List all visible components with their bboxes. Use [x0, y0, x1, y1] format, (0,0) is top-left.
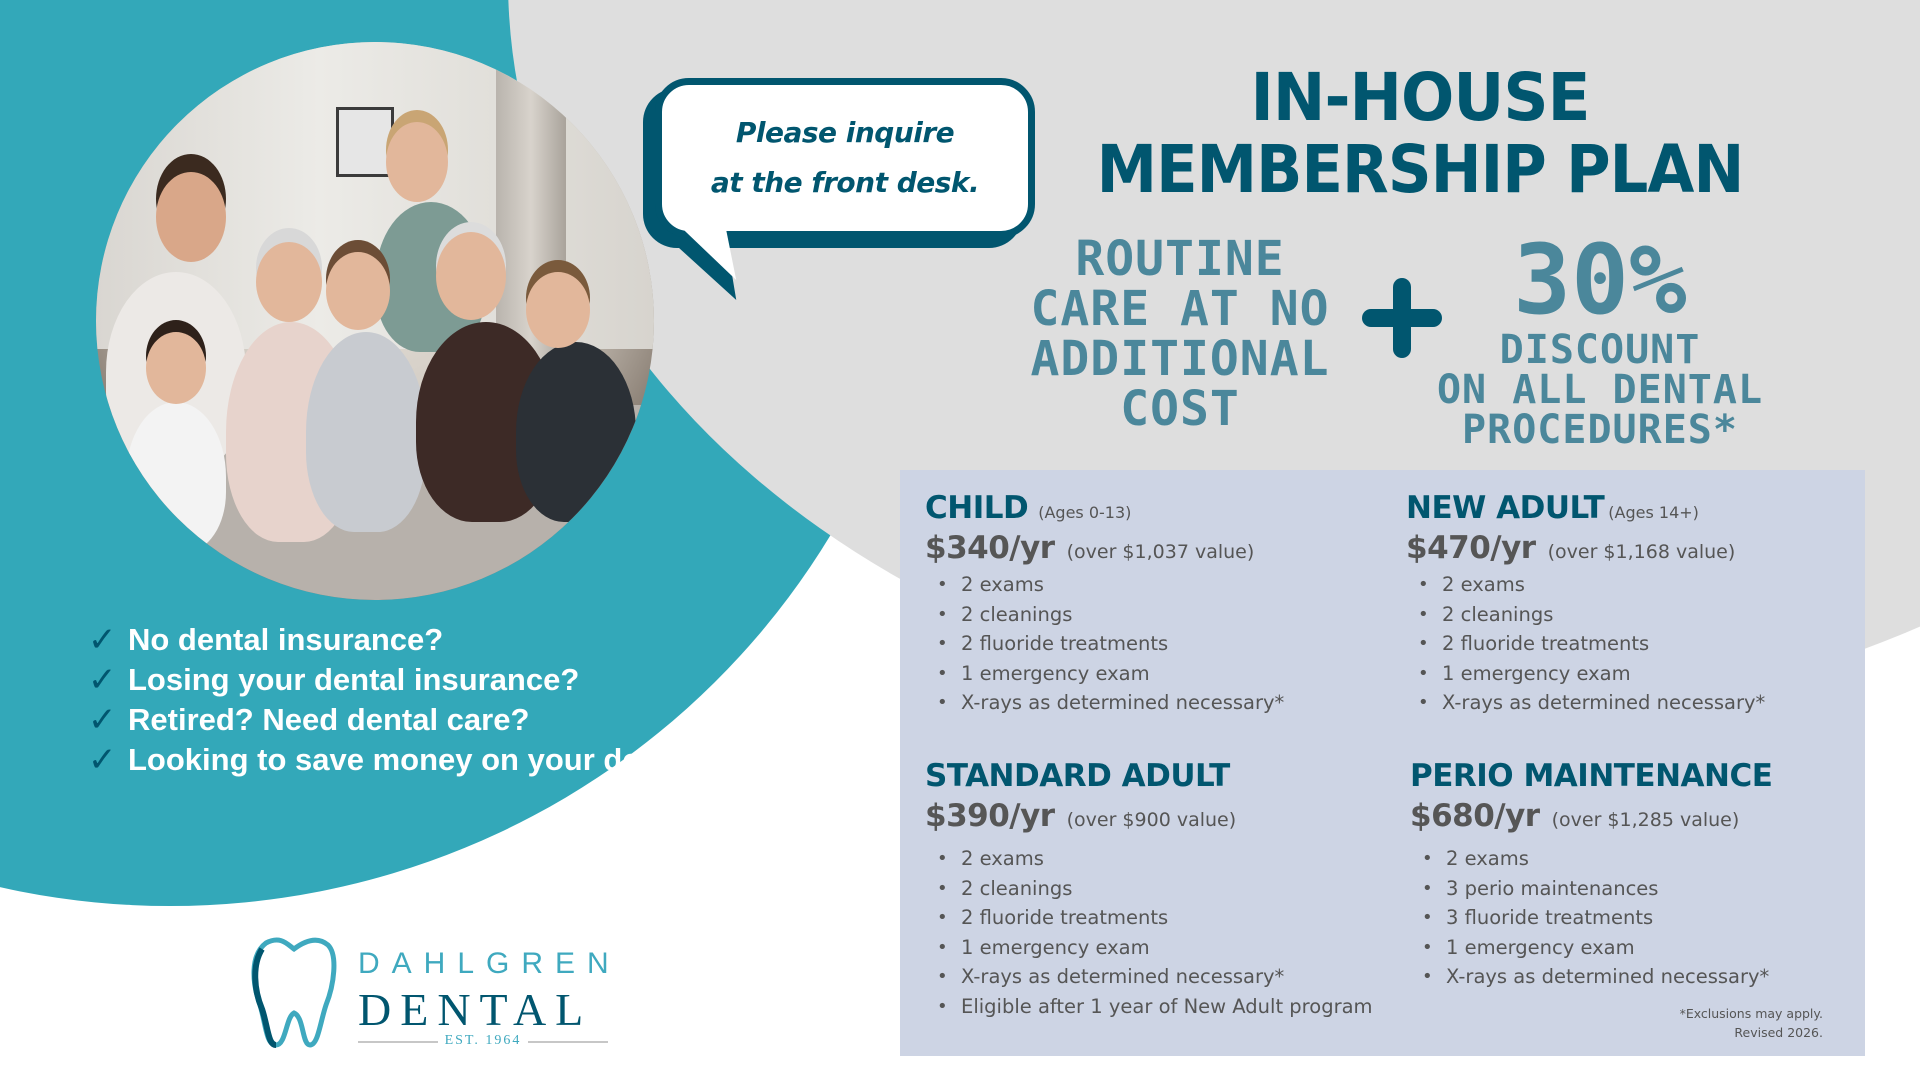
plan-feature — [1418, 600, 1765, 630]
person-boy-center-head — [326, 252, 390, 330]
plan-standard-adult — [925, 758, 1373, 1021]
bullet-icon: • — [1418, 633, 1429, 654]
plan-child — [925, 490, 1284, 718]
plan-feature-text: 2 cleanings — [961, 602, 1073, 626]
plan-feature — [937, 600, 1284, 630]
plan-name: CHILD — [925, 490, 1029, 526]
plan-value: (over $1,037 value) — [1066, 541, 1255, 563]
plan-feature — [937, 903, 1373, 933]
bullet-icon: • — [937, 662, 948, 684]
plan-feature-text: X-rays as determined necessary* — [1446, 965, 1770, 988]
plan-feature — [937, 688, 1284, 718]
plan-name: PERIO MAINTENANCE — [1410, 758, 1773, 794]
plan-feature-text: 2 fluoride treatments — [1442, 632, 1650, 655]
person-grandfather-head — [436, 232, 506, 320]
plan-price: $390/yr — [925, 798, 1055, 834]
plan-feature — [1418, 688, 1765, 718]
plan-value: (over $900 value) — [1066, 809, 1237, 831]
plan-feature-text: 2 exams — [1442, 573, 1525, 596]
plan-feature-text: X-rays as determined necessary* — [961, 965, 1285, 988]
checklist-item-text: Retired? Need dental care? — [128, 702, 530, 737]
speech-bubble — [655, 78, 1035, 238]
person-woman-head — [386, 122, 448, 202]
checklist-item — [88, 660, 786, 700]
footnote-revised: Revised 2026. — [1734, 1025, 1823, 1040]
speech-bubble-line-2: at the front desk. — [710, 166, 980, 199]
bullet-icon: • — [1418, 692, 1429, 713]
plan-feature-text: 1 emergency exam — [1446, 935, 1635, 959]
plan-feature-text: 2 cleanings — [1442, 602, 1554, 626]
person-grandmother-head — [256, 242, 322, 322]
checklist-item — [88, 700, 786, 740]
bullet-icon: • — [937, 603, 948, 625]
plan-feature — [937, 992, 1373, 1022]
plan-perio-maintenance — [1410, 758, 1772, 992]
person-man-head — [156, 172, 226, 262]
plan-ages: (Ages 0-13) — [1038, 503, 1132, 522]
benefit-discount — [1420, 224, 1780, 453]
bullet-icon: • — [937, 633, 948, 654]
bullet-icon: • — [1422, 907, 1433, 928]
plan-feature-text: X-rays as determined necessary* — [961, 691, 1285, 714]
title-line-2: MEMBERSHIP PLAN — [1096, 131, 1744, 208]
person-girl — [126, 402, 226, 552]
plan-price: $340/yr — [925, 530, 1055, 566]
checkmark-icon: ✓ — [88, 740, 117, 780]
plan-feature-text: Eligible after 1 year of New Adult program — [961, 994, 1373, 1018]
plan-feature-text: 1 emergency exam — [1442, 661, 1631, 685]
checklist-item — [88, 620, 786, 660]
plan-feature — [1422, 844, 1772, 874]
checklist-item-text: Looking to save money on your dental care? — [128, 742, 787, 777]
bullet-icon: • — [1418, 662, 1429, 684]
benefit-left-line: COST — [1120, 381, 1240, 437]
plan-feature-text: 1 emergency exam — [961, 935, 1150, 959]
checklist-item-text: Losing your dental insurance? — [128, 662, 580, 697]
bullet-icon: • — [1422, 936, 1433, 958]
benefit-left-line: CARE AT NO — [1030, 281, 1330, 337]
plan-feature — [937, 962, 1373, 992]
plan-feature-text: X-rays as determined necessary* — [1442, 691, 1766, 714]
bullet-icon: • — [937, 692, 948, 713]
checklist-item-text: No dental insurance? — [128, 622, 444, 657]
plan-feature-text: 2 cleanings — [961, 876, 1073, 900]
plan-name: NEW ADULT — [1406, 490, 1605, 526]
bullet-icon: • — [1422, 966, 1433, 987]
plus-icon-vertical — [1393, 278, 1411, 358]
logo-est: EST. 1964 — [358, 1033, 608, 1049]
plan-feature — [937, 844, 1373, 874]
footnote-exclusions: *Exclusions may apply. — [1679, 1006, 1823, 1021]
plan-name: STANDARD ADULT — [925, 758, 1230, 794]
plan-value: (over $1,285 value) — [1551, 809, 1740, 831]
bullet-icon: • — [937, 848, 948, 869]
logo-text-dental: DENTAL — [358, 984, 593, 1035]
plan-feature — [1422, 962, 1772, 992]
bullet-icon: • — [937, 995, 948, 1017]
dahlgren-dental-logo — [246, 935, 621, 1050]
bullet-icon: • — [1418, 603, 1429, 625]
bullet-icon: • — [1418, 574, 1429, 595]
plan-features — [1418, 570, 1765, 718]
plan-feature — [1418, 570, 1765, 600]
discount-line: ON ALL DENTAL — [1436, 367, 1764, 413]
benefit-left-line: ROUTINE — [1075, 231, 1285, 287]
benefit-left-line: ADDITIONAL — [1030, 331, 1330, 387]
plan-feature-text: 3 fluoride treatments — [1446, 906, 1654, 929]
person-girl-head — [146, 332, 206, 404]
plan-feature — [1422, 874, 1772, 904]
plans-panel — [900, 470, 1865, 1056]
speech-bubble-line-1: Please inquire — [735, 116, 955, 149]
discount-line: PROCEDURES* — [1462, 407, 1738, 453]
qualification-checklist — [88, 620, 786, 780]
person-boy-center — [306, 332, 426, 532]
bullet-icon: • — [937, 936, 948, 958]
plan-value: (over $1,168 value) — [1547, 541, 1736, 563]
bullet-icon: • — [937, 966, 948, 987]
tooth-icon — [246, 935, 341, 1050]
plan-new-adult — [1406, 490, 1765, 718]
plan-feature — [937, 874, 1373, 904]
plan-ages: (Ages 14+) — [1608, 503, 1699, 522]
benefit-routine-care — [1010, 231, 1350, 437]
plan-feature-text: 3 perio maintenances — [1446, 876, 1659, 900]
person-boy-right-head — [526, 272, 590, 348]
checkmark-icon: ✓ — [88, 660, 117, 700]
title-line-1: IN-HOUSE — [1250, 59, 1590, 136]
footnote — [1680, 1004, 1823, 1042]
plan-feature-text: 2 exams — [1446, 847, 1529, 870]
plan-feature-text: 2 exams — [961, 847, 1044, 870]
bullet-icon: • — [937, 907, 948, 928]
plan-feature — [937, 933, 1373, 963]
checkmark-icon: ✓ — [88, 700, 117, 740]
discount-percent: 30% — [1513, 224, 1687, 336]
plan-feature — [1418, 659, 1765, 689]
plan-feature — [937, 629, 1284, 659]
plan-feature — [937, 570, 1284, 600]
person-boy-right — [516, 342, 636, 522]
discount-line: DISCOUNT — [1499, 327, 1701, 373]
plan-feature — [1418, 629, 1765, 659]
plan-feature-text: 2 fluoride treatments — [961, 632, 1169, 655]
bullet-icon: • — [1422, 877, 1433, 899]
bullet-icon: • — [937, 574, 948, 595]
plan-price: $680/yr — [1410, 798, 1540, 834]
plan-feature-text: 2 fluoride treatments — [961, 906, 1169, 929]
plan-price: $470/yr — [1406, 530, 1536, 566]
family-photo — [96, 42, 654, 600]
plan-feature — [937, 659, 1284, 689]
plan-feature-text: 2 exams — [961, 573, 1044, 596]
plan-features — [1422, 844, 1772, 992]
plan-feature-text: 1 emergency exam — [961, 661, 1150, 685]
checkmark-icon: ✓ — [88, 620, 117, 660]
checklist-item — [88, 740, 786, 780]
plan-feature — [1422, 933, 1772, 963]
plan-features — [937, 570, 1284, 718]
page-title — [1040, 59, 1800, 208]
plan-features — [937, 844, 1373, 1021]
bullet-icon: • — [937, 877, 948, 899]
logo-text-dahlgren: DAHLGREN — [358, 947, 621, 980]
bullet-icon: • — [1422, 848, 1433, 869]
plan-feature — [1422, 903, 1772, 933]
